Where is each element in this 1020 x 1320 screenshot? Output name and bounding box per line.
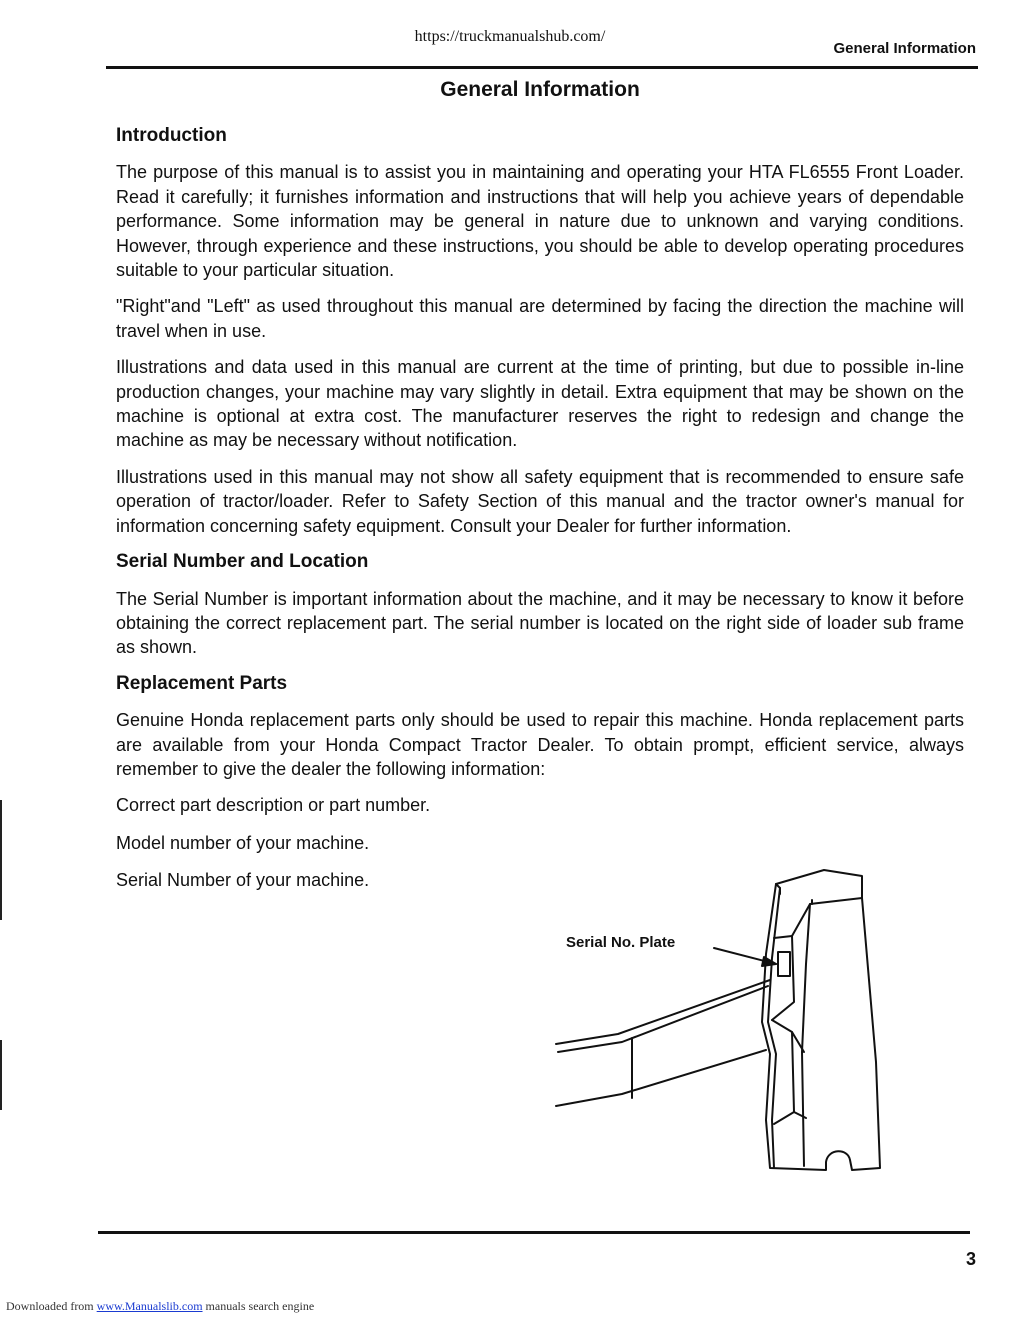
manualslib-link[interactable]: www.Manualslib.com [96,1299,203,1313]
parts-heading: Replacement Parts [116,672,288,694]
parts-item-1: Correct part description or part number. [116,795,431,816]
download-footer [6,1299,314,1314]
serial-heading: Serial Number and Location [116,551,369,573]
page-title: General Information [440,78,640,101]
parts-item-2: Model number of your machine. [116,832,370,853]
watermark-url: https://truckmanualshub.com/ [414,28,606,45]
footer-suffix: manuals search engine [205,1299,315,1313]
intro-paragraph-2: "Right"and "Left" as used throughout this manual are determined by facing the direction the machine will travel when in use. [116,296,964,341]
header-rule [106,66,978,69]
footer-prefix: Downloaded from [6,1299,94,1313]
parts-item-3: Serial Number of your machine. [116,870,370,891]
page-number: 3 [965,1249,976,1269]
intro-paragraph-1: The purpose of this manual is to assist you in maintaining and operating your HTA FL6555 Front Loader. Read it carefully; it furnishes information and instructions that will help you achieve years of dependable performance. Some information may be general in nature due to unknown and varying conditions. However, through experience and these instructions, you should be able to develop operating procedures suitable to your particular situation. [116,162,964,281]
upright-post [762,870,880,1170]
running-header: General Information [833,40,976,57]
serial-plate-label: Serial No. Plate [566,934,676,951]
main-content [116,124,964,906]
intro-paragraph-3: Illustrations and data used in this manual are current at the time of printing, but due to possible in-line production changes, your machine may vary slightly in detail. Extra equipment that may be shown on the machine is optional at extra cost. The manufacturer reserves the right to redesign and change the machine as may be necessary without notification. [116,357,964,451]
intro-paragraph-4: Illustrations used in this manual may not show all safety equipment that is recommended to ensure safe operation of tractor/loader. Refer to Safety Section of this manual and the tractor owner's manual for information concerning safety equipment. Consult your Dealer for further information. [116,466,964,536]
footer-rule [98,1231,970,1234]
scan-edge-mark [0,1040,2,1110]
loader-arm [556,980,770,1106]
serial-plate [778,952,790,976]
scan-edge-mark [0,800,2,920]
parts-paragraph: Genuine Honda replacement parts only should be used to repair this machine. Honda replacement parts are available from your Honda Compact Tractor Dealer. To obtain prompt, efficient service, always remember to give the dealer the following information: [116,710,964,779]
loader-subframe-illustration [548,862,888,1182]
introduction-heading: Introduction [116,125,227,146]
serial-paragraph: The Serial Number is important information about the machine, and it may be necessary to know it before obtaining the correct replacement part. The serial number is located on the right side of loader sub frame as shown. [116,588,964,658]
